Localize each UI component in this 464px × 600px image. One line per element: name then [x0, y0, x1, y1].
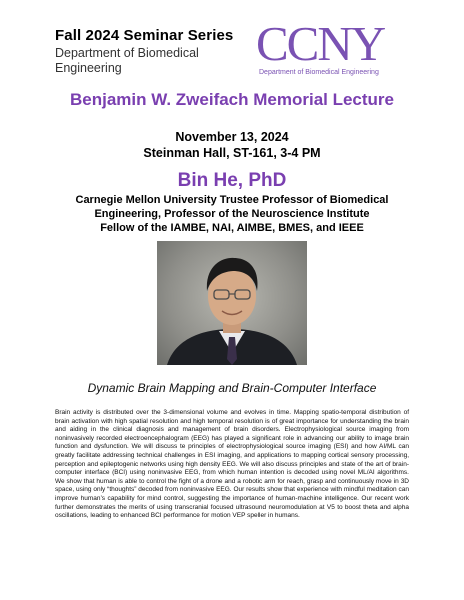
logo-subtitle: Department of Biomedical Engineering	[259, 69, 379, 76]
affiliation-line: Carnegie Mellon University Trustee Professor of Biomedical	[75, 194, 389, 206]
event-date: November 13, 2024	[175, 130, 289, 144]
speaker-photo	[157, 241, 307, 365]
event-details	[0, 129, 464, 161]
speaker-portrait-icon	[157, 241, 307, 365]
speaker-name: Bin He, PhD	[177, 170, 287, 191]
affiliation-line: Engineering, Professor of the Neuroscience Institute	[94, 208, 370, 220]
department-line: Engineering	[55, 61, 122, 75]
talk-abstract: Brain activity is distributed over the 3-dimensional volume and evolves in time. Mapping spatio-temporal distribution of brain activation with high spatial resolution and high temporal resolution is of great importance for understanding the brain and aiding in the clinical diagnosis and management of brain disorders. Electrophysiological source imaging from noninvasively recorded electroencephalogram (EEG) has played a significant role in advancing our ability to image brain function and dysfunction. We will discuss te principles of electrophysiological source imaging (ESI) and how AI/ML can greatly facilitate addressing technical challenges in ESI imaging, and applications to mapping cortical sensory processing, perception and epileptogenic networks using high density EEG. We will also discuss principles and state of the art of brain-computer interface (BCI) using noninvasive EEG, from which human intention is decoded using novel ML/AI algorithms. We show that human is able to control the fight of a drone and a robotic arm for reach, grasp and continuously move in 3D space, using only “thoughts” decoded from noninvasive EEG. Our results show that experience with mindful meditation can improve human’s capability for mind control, suggesting the importance of human-machine intelligence. Our recent work further demonstrates the merits of using transcranial focused ultrasound neuromodulation at V5 to boost theta and alpha oscillations, leading to enhanced BCI performance for motion VEP speller in humans.	[55, 409, 409, 520]
ccny-logo	[250, 16, 400, 76]
event-location: Steinman Hall, ST-161, 3-4 PM	[143, 146, 321, 160]
lecture-title: Benjamin W. Zweifach Memorial Lecture	[69, 90, 395, 109]
department-label	[55, 46, 215, 76]
series-title: Fall 2024 Seminar Series	[55, 27, 234, 44]
affiliation-line: Fellow of the IAMBE, NAI, AIMBE, BMES, and IEEE	[100, 222, 364, 234]
logo-text: CCNY	[256, 16, 385, 71]
talk-title: Dynamic Brain Mapping and Brain-Computer Interface	[87, 381, 377, 395]
department-line: Department of Biomedical	[55, 46, 199, 60]
speaker-affiliation	[40, 193, 424, 235]
header	[0, 0, 464, 90]
